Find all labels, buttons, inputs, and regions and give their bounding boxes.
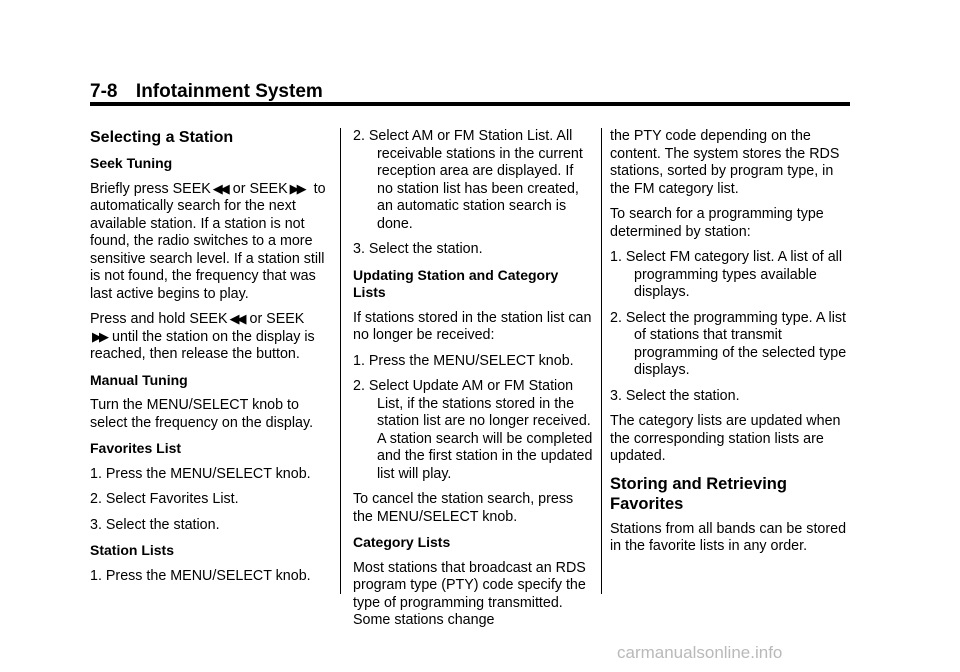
column-divider: [340, 128, 341, 594]
list-item: 3. Select the station.: [610, 387, 740, 404]
category-paragraph: Most stations that broadcast an RDS program type (PTY) code specify the type of programming transmitted. Some stations change: [353, 559, 586, 628]
page-title: Infotainment System: [135, 81, 323, 102]
updating-paragraph: If stations stored in the station list can no longer be received:: [353, 309, 592, 343]
seek-down-icon: ◀◀: [229, 312, 244, 327]
seek-up-icon: ▶▶: [289, 181, 304, 197]
list-item: 3. Select the station.: [90, 516, 220, 533]
cancel-paragraph: To cancel the station search, press the MENU/SELECT knob.: [353, 491, 574, 525]
seek-p2-text-b: or SEEK: [249, 311, 305, 327]
manual-tuning-heading: Manual Tuning: [90, 371, 188, 388]
section-number: 7-8: [90, 81, 118, 102]
list-item: 1. Press the MENU/SELECT knob.: [90, 567, 311, 584]
selecting-heading: Selecting a Station: [90, 129, 234, 146]
manual-tuning-paragraph: Turn the MENU/SELECT knob to select the frequency on the display.: [90, 397, 314, 431]
storing-heading: Storing and Retrieving Favorites: [610, 474, 787, 513]
column-2: [353, 128, 593, 638]
seek-p1-text-b: or SEEK: [232, 180, 288, 197]
favorites-list-heading: Favorites List: [90, 440, 182, 456]
header-rule: [90, 102, 850, 106]
seek-paragraph-2: [90, 311, 328, 364]
list-item: 2. Select the programming type. A list of stations that transmit programming of the selected type displays.: [610, 309, 847, 378]
column-1: [90, 128, 328, 593]
list-item: 3. Select the station.: [353, 241, 483, 257]
list-item: 2. Select Update AM or FM Station List, if the stations stored in the station list are no longer received. A station search will be completed and the first station in the updated list will play.: [353, 378, 593, 482]
seek-p2-text-a: Press and hold SEEK: [90, 311, 228, 327]
search-paragraph: To search for a programming type determined by station:: [610, 206, 824, 240]
seek-p1-text-a: Briefly press SEEK: [90, 180, 211, 197]
station-lists-heading: Station Lists: [90, 542, 175, 558]
category-lists-heading: Category Lists: [353, 534, 451, 550]
pty-paragraph: the PTY code depending on the content. The system stores the RDS stations, sorted by program type, in the FM category list.: [610, 128, 840, 197]
list-item: 2. Select AM or FM Station List. All receivable stations in the current reception area are displayed. If no station list has been created, an automatic station search is done.: [353, 128, 583, 232]
list-item: 2. Select Favorites List.: [90, 491, 239, 507]
seek-paragraph-1: [90, 181, 328, 304]
updated-paragraph: The category lists are updated when the corresponding station lists are updated.: [610, 413, 841, 464]
storing-paragraph: Stations from all bands can be stored in the favorite lists in any order.: [610, 520, 847, 554]
seek-p2-text-c: until the station on the display is reached, then release the button.: [90, 328, 315, 362]
column-3: [610, 128, 855, 564]
watermark: carmanualsonline.info: [617, 643, 783, 662]
column-divider: [601, 128, 602, 594]
seek-down-icon: ◀◀: [212, 181, 227, 197]
seek-p1-text-c: to automatically search for the next available station. If a station is not found, the radio switches to a more sensitive search level. If a station still is not found, the frequency that was last active begins to play.: [90, 180, 326, 302]
seek-tuning-heading: Seek Tuning: [90, 155, 173, 171]
updating-lists-heading: Updating Station and Category Lists: [353, 266, 559, 300]
list-item: 1. Select FM category list. A list of all programming types available displays.: [610, 249, 843, 300]
list-item: 1. Press the MENU/SELECT knob.: [353, 352, 574, 369]
list-item: 1. Press the MENU/SELECT knob.: [90, 465, 311, 482]
seek-up-icon: ▶▶: [92, 329, 106, 345]
